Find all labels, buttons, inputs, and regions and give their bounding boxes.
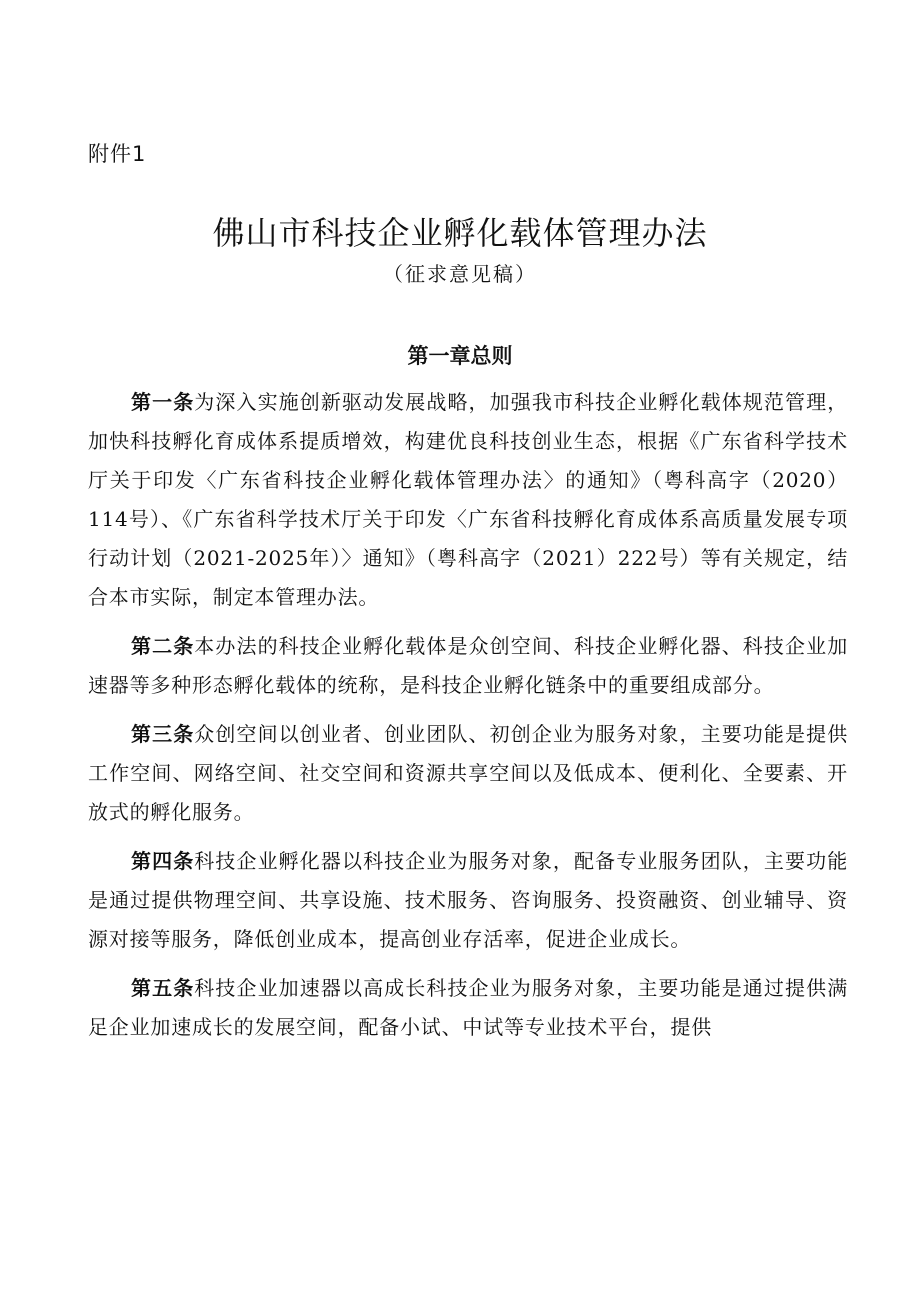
article-label: 第二条	[131, 634, 195, 658]
article-text: 为深入实施创新驱动发展战略，加强我市科技企业孵化载体规范管理，加快科技孵化育成体系提质增效，构建优良科技创业生态，根据《广东省科学技术厅关于印发〈广东省科技企业孵化载体管理办法〉的通知》（粤科高字（2020）114号）、《广东省科学技术厅关于印发〈广东省科技孵化育成体系高质量发展专项行动计划（2021-2025年）〉通知》（粤科高字（2021）222号）等有关规定，结合本市实际，制定本管理办法。	[88, 390, 848, 609]
article-label: 第五条	[131, 976, 195, 1000]
article-5	[88, 969, 848, 1047]
article-3	[88, 715, 848, 832]
document-body	[88, 383, 848, 1057]
article-1	[88, 383, 848, 617]
article-label: 第四条	[131, 849, 195, 873]
attachment-label: 附件1	[88, 142, 147, 166]
article-label: 第一条	[131, 390, 195, 414]
document-subtitle: （征求意见稿）	[383, 262, 537, 286]
article-text: 科技企业孵化器以科技企业为服务对象，配备专业服务团队，主要功能是通过提供物理空间、共享设施、技术服务、咨询服务、投资融资、创业辅导、资源对接等服务，降低创业成本，提高创业存活率，促进企业成长。	[88, 849, 848, 951]
article-4	[88, 842, 848, 959]
document-title: 佛山市科技企业孵化载体管理办法	[212, 214, 708, 252]
article-text: 科技企业加速器以高成长科技企业为服务对象，主要功能是通过提供满足企业加速成长的发展空间，配备小试、中试等专业技术平台，提供	[88, 976, 848, 1039]
article-label: 第三条	[131, 722, 195, 746]
article-text: 本办法的科技企业孵化载体是众创空间、科技企业孵化器、科技企业加速器等多种形态孵化载体的统称，是科技企业孵化链条中的重要组成部分。	[88, 634, 848, 697]
article-text: 众创空间以创业者、创业团队、初创企业为服务对象，主要功能是提供工作空间、网络空间、社交空间和资源共享空间以及低成本、便利化、全要素、开放式的孵化服务。	[88, 722, 848, 824]
chapter-heading: 第一章总则	[407, 344, 513, 368]
article-2	[88, 627, 848, 705]
